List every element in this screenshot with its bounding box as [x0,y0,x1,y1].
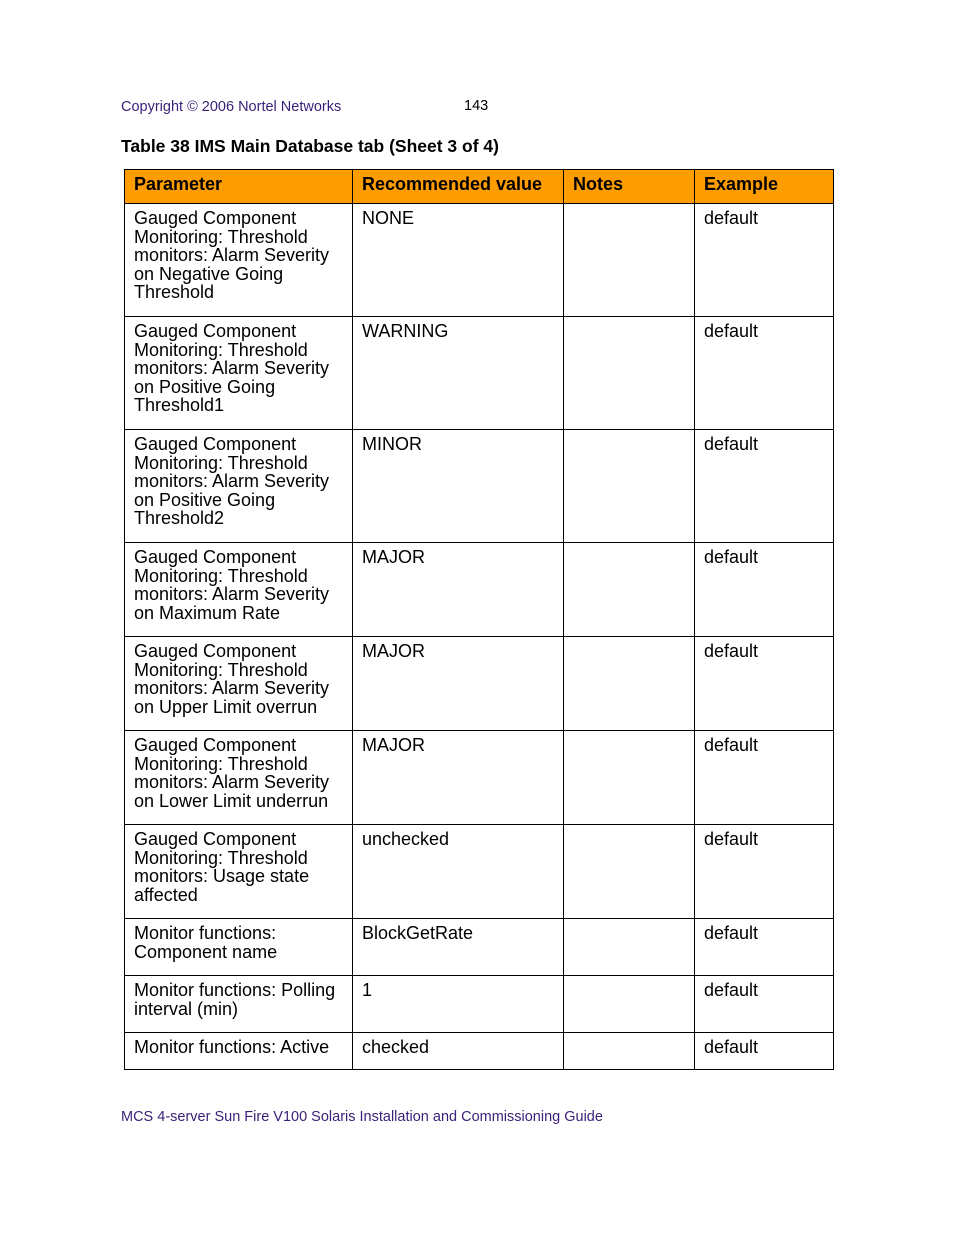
cell-notes [564,317,695,430]
cell-recommended-value: MAJOR [353,731,564,825]
cell-parameter: Gauged Component Monitoring: Threshold monitors: Alarm Severity on Upper Limit overrun [125,637,353,731]
cell-example: default [695,825,834,919]
cell-parameter: Gauged Component Monitoring: Threshold monitors: Alarm Severity on Positive Going Threshold1 [125,317,353,430]
cell-notes [564,1033,695,1070]
table-row [125,919,834,976]
cell-example: default [695,976,834,1033]
cell-example: default [695,543,834,637]
cell-parameter: Monitor functions: Component name [125,919,353,976]
table-caption: Table 38 IMS Main Database tab (Sheet 3 of 4) [121,136,499,156]
cell-example: default [695,919,834,976]
cell-example: default [695,731,834,825]
cell-recommended-value: NONE [353,204,564,317]
table-row [125,317,834,430]
cell-parameter: Gauged Component Monitoring: Threshold monitors: Usage state affected [125,825,353,919]
column-header-example: Example [695,170,834,204]
cell-example: default [695,204,834,317]
cell-recommended-value: MAJOR [353,637,564,731]
cell-recommended-value: unchecked [353,825,564,919]
table-row [125,1033,834,1070]
cell-example: default [695,637,834,731]
page-number: 143 [464,98,489,114]
column-header-notes: Notes [564,170,695,204]
copyright-notice: Copyright © 2006 Nortel Networks [121,99,342,115]
table-header-row [125,170,834,204]
cell-example: default [695,1033,834,1070]
cell-notes [564,825,695,919]
cell-recommended-value: MINOR [353,430,564,543]
cell-notes [564,204,695,317]
cell-parameter: Monitor functions: Active [125,1033,353,1070]
cell-parameter: Gauged Component Monitoring: Threshold monitors: Alarm Severity on Positive Going Threshold2 [125,430,353,543]
cell-notes [564,543,695,637]
cell-recommended-value: BlockGetRate [353,919,564,976]
table-row [125,543,834,637]
cell-notes [564,731,695,825]
cell-parameter: Monitor functions: Polling interval (min) [125,976,353,1033]
cell-recommended-value: MAJOR [353,543,564,637]
cell-parameter: Gauged Component Monitoring: Threshold monitors: Alarm Severity on Lower Limit underrun [125,731,353,825]
table-row [125,204,834,317]
cell-example: default [695,317,834,430]
column-header-recommended-value: Recommended value [353,170,564,204]
table-row [125,976,834,1033]
cell-notes [564,430,695,543]
cell-example: default [695,430,834,543]
table-row [125,825,834,919]
cell-notes [564,919,695,976]
cell-recommended-value: 1 [353,976,564,1033]
cell-parameter: Gauged Component Monitoring: Threshold monitors: Alarm Severity on Negative Going Threshold [125,204,353,317]
cell-parameter: Gauged Component Monitoring: Threshold monitors: Alarm Severity on Maximum Rate [125,543,353,637]
cell-notes [564,976,695,1033]
cell-notes [564,637,695,731]
cell-recommended-value: WARNING [353,317,564,430]
table-row [125,731,834,825]
document-footer: MCS 4-server Sun Fire V100 Solaris Installation and Commissioning Guide [121,1109,603,1125]
parameter-table [124,169,834,1070]
table-row [125,430,834,543]
cell-recommended-value: checked [353,1033,564,1070]
table-row [125,637,834,731]
column-header-parameter: Parameter [125,170,353,204]
parameter-table-container [124,169,833,1070]
